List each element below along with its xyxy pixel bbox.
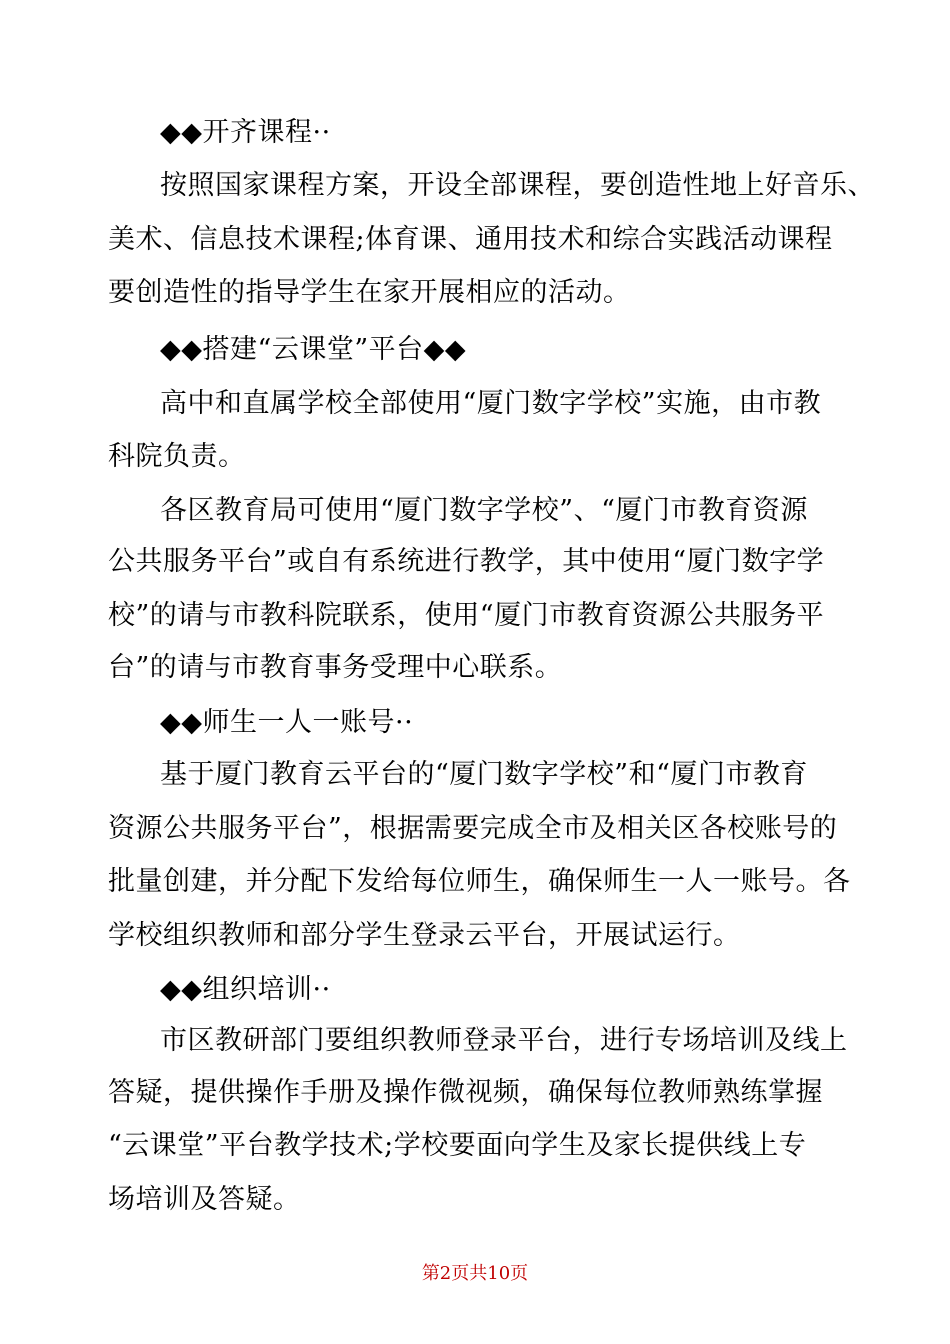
- heading-open-courses: ◆◆开齐课程··: [160, 117, 331, 148]
- paragraph-line: 资源公共服务平台”，根据需要完成全市及相关区各校账号的: [108, 813, 838, 844]
- heading-cloud-classroom: ◆◆搭建“云课堂”平台◆◆: [160, 334, 467, 365]
- paragraph-line: 美术、信息技术课程;体育课、通用技术和综合实践活动课程: [108, 224, 833, 255]
- paragraph-line: 按照国家课程方案，开设全部课程，要创造性地上好音乐、: [160, 170, 875, 201]
- paragraph-line: 基于厦门教育云平台的“厦门数字学校”和“厦门市教育: [160, 759, 808, 790]
- paragraph-line: 答疑，提供操作手册及操作微视频，确保每位教师熟练掌握: [108, 1077, 823, 1108]
- paragraph-line: 批量创建，并分配下发给每位师生，确保师生一人一账号。各: [108, 866, 851, 897]
- heading-training: ◆◆组织培训··: [160, 974, 331, 1005]
- paragraph-line: 科院负责。: [108, 441, 246, 472]
- paragraph-line: 校”的请与市教科院联系，使用“厦门市教育资源公共服务平: [108, 600, 825, 631]
- paragraph-line: 场培训及答疑。: [108, 1184, 301, 1215]
- paragraph-line: 要创造性的指导学生在家开展相应的活动。: [108, 277, 631, 308]
- heading-account: ◆◆师生一人一账号··: [160, 707, 414, 738]
- paragraph-line: 高中和直属学校全部使用“厦门数字学校”实施，由市教: [160, 388, 822, 419]
- page-number-footer: 第2页共10页: [421, 1263, 529, 1284]
- paragraph-line: 各区教育局可使用“厦门数字学校”、“厦门市教育资源: [160, 495, 808, 526]
- paragraph-line: 公共服务平台”或自有系统进行教学，其中使用“厦门数字学: [108, 546, 825, 577]
- paragraph-line: 台”的请与市教育事务受理中心联系。: [108, 652, 563, 683]
- paragraph-line: 市区教研部门要组织教师登录平台，进行专场培训及线上: [160, 1025, 848, 1056]
- paragraph-line: “云课堂”平台教学技术;学校要面向学生及家长提供线上专: [108, 1130, 807, 1161]
- paragraph-line: 学校组织教师和部分学生登录云平台，开展试运行。: [108, 920, 741, 951]
